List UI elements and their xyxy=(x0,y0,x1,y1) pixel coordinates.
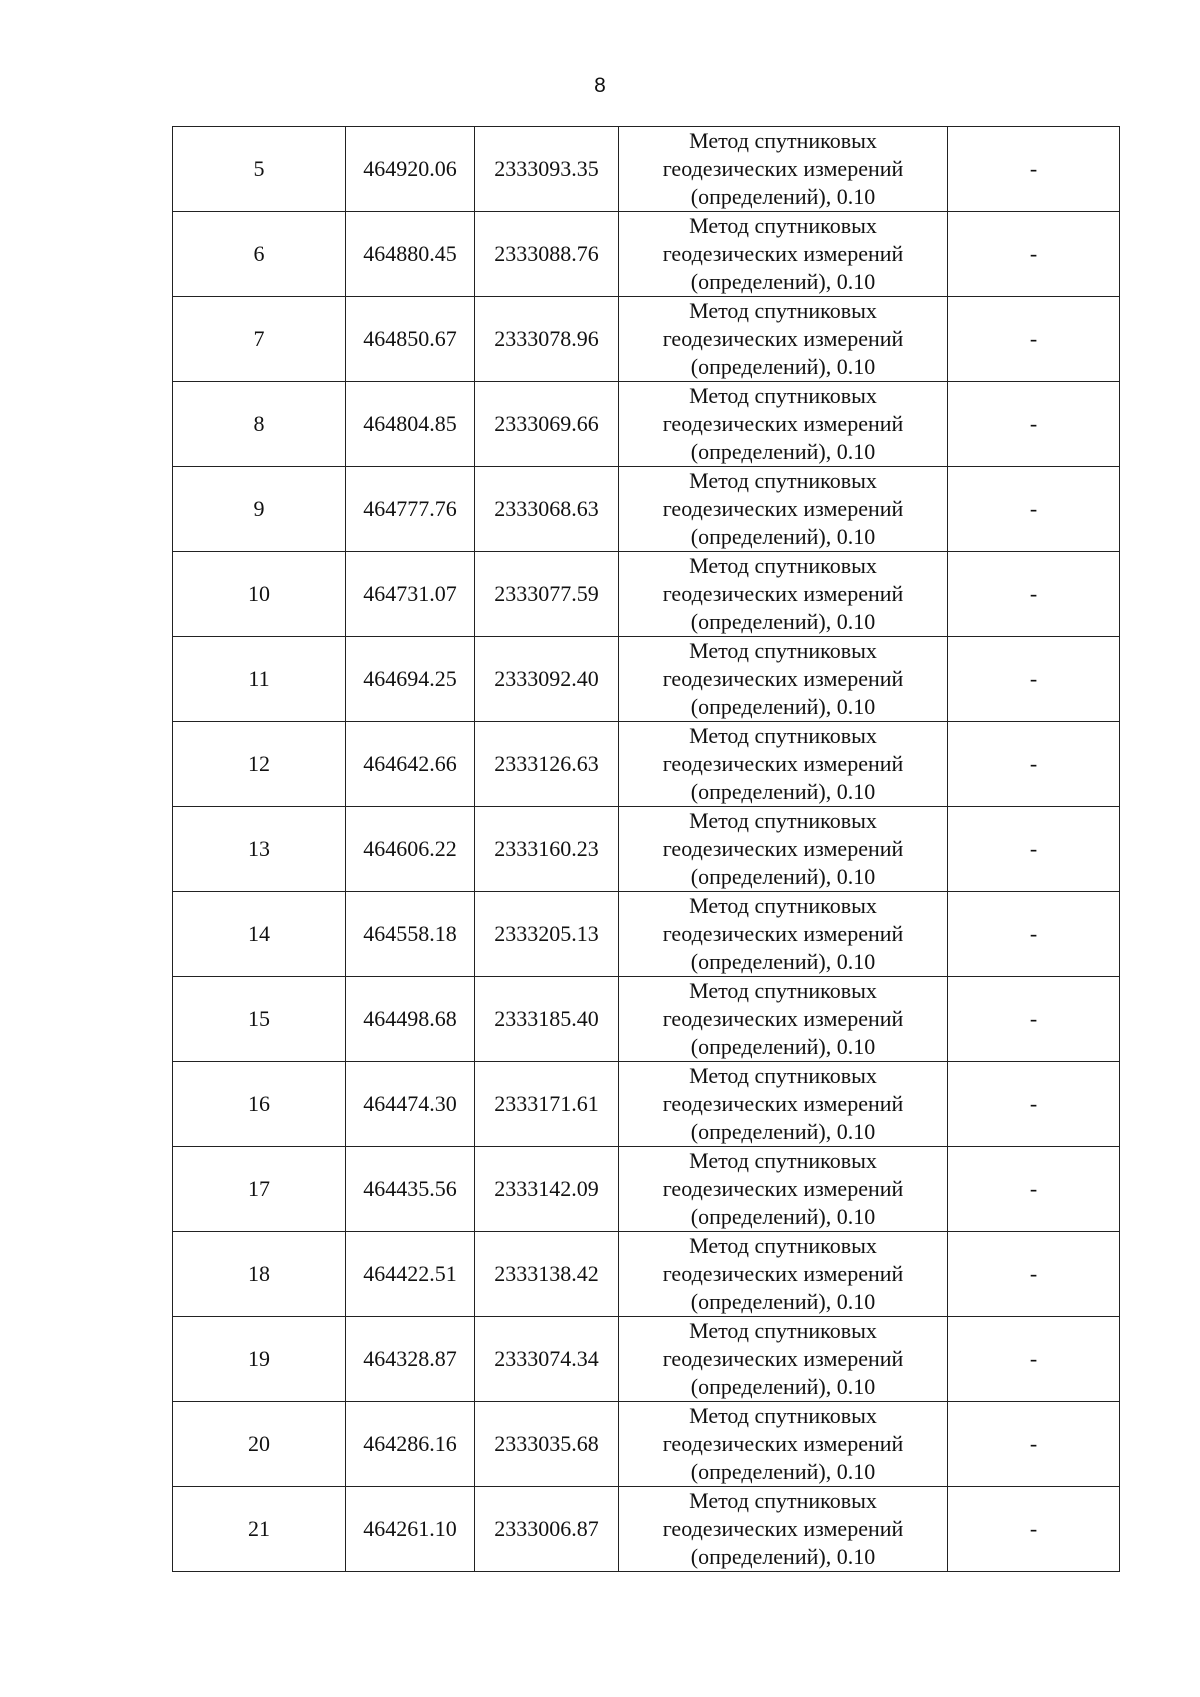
method-accuracy-cell xyxy=(619,127,948,212)
method-text-line: Метод спутниковых xyxy=(689,128,877,153)
point-description-cell: - xyxy=(948,552,1120,637)
table-row xyxy=(173,1147,1120,1232)
method-text-line: геодезических измерений xyxy=(662,1431,904,1456)
coordinates-table-body xyxy=(173,127,1120,1572)
page-number: 8 xyxy=(594,74,606,97)
point-number-cell: 13 xyxy=(173,807,346,892)
method-text-line: (определений), 0.10 xyxy=(690,694,876,719)
method-text-line: Метод спутниковых xyxy=(689,808,877,833)
point-description-cell: - xyxy=(948,212,1120,297)
table-row xyxy=(173,467,1120,552)
coordinate-x-cell: 464435.56 xyxy=(346,1147,475,1232)
table-row xyxy=(173,1402,1120,1487)
coordinate-x-cell: 464642.66 xyxy=(346,722,475,807)
method-accuracy-cell xyxy=(619,892,948,977)
method-text-line: (определений), 0.10 xyxy=(690,1459,876,1484)
table-row xyxy=(173,977,1120,1062)
method-text-line: Метод спутниковых xyxy=(689,1148,877,1173)
point-number-cell: 18 xyxy=(173,1232,346,1317)
point-number-cell: 9 xyxy=(173,467,346,552)
table-row xyxy=(173,807,1120,892)
method-text-line: геодезических измерений xyxy=(662,1091,904,1116)
point-description-cell: - xyxy=(948,722,1120,807)
coordinate-y-cell: 2333093.35 xyxy=(475,127,619,212)
method-text-line: Метод спутниковых xyxy=(689,1318,877,1343)
point-description-cell: - xyxy=(948,977,1120,1062)
coordinate-x-cell: 464328.87 xyxy=(346,1317,475,1402)
point-description-cell: - xyxy=(948,1487,1120,1572)
point-number-cell: 17 xyxy=(173,1147,346,1232)
point-number-cell: 20 xyxy=(173,1402,346,1487)
point-number-cell: 16 xyxy=(173,1062,346,1147)
point-description-cell: - xyxy=(948,1147,1120,1232)
method-text-line: Метод спутниковых xyxy=(689,978,877,1003)
method-accuracy-cell xyxy=(619,1062,948,1147)
method-text-line: Метод спутниковых xyxy=(689,383,877,408)
coordinate-y-cell: 2333138.42 xyxy=(475,1232,619,1317)
method-text-line: геодезических измерений xyxy=(662,581,904,606)
method-accuracy-cell xyxy=(619,722,948,807)
method-accuracy-cell xyxy=(619,297,948,382)
coordinate-y-cell: 2333077.59 xyxy=(475,552,619,637)
coordinate-y-cell: 2333126.63 xyxy=(475,722,619,807)
method-text-line: (определений), 0.10 xyxy=(690,1374,876,1399)
method-accuracy-cell xyxy=(619,637,948,722)
point-description-cell: - xyxy=(948,1232,1120,1317)
coordinate-y-cell: 2333006.87 xyxy=(475,1487,619,1572)
method-accuracy-cell xyxy=(619,1402,948,1487)
table-row xyxy=(173,1062,1120,1147)
method-text-line: геодезических измерений xyxy=(662,411,904,436)
table-row xyxy=(173,552,1120,637)
method-accuracy-cell xyxy=(619,552,948,637)
method-text-line: Метод спутниковых xyxy=(689,1233,877,1258)
method-accuracy-cell xyxy=(619,807,948,892)
table-row xyxy=(173,212,1120,297)
method-text-line: (определений), 0.10 xyxy=(690,779,876,804)
method-accuracy-cell xyxy=(619,1317,948,1402)
method-accuracy-cell xyxy=(619,382,948,467)
coordinate-y-cell: 2333185.40 xyxy=(475,977,619,1062)
coordinate-y-cell: 2333078.96 xyxy=(475,297,619,382)
method-text-line: геодезических измерений xyxy=(662,921,904,946)
method-text-line: Метод спутниковых xyxy=(689,213,877,238)
method-text-line: геодезических измерений xyxy=(662,1346,904,1371)
method-text-line: геодезических измерений xyxy=(662,1006,904,1031)
point-number-cell: 15 xyxy=(173,977,346,1062)
method-text-line: Метод спутниковых xyxy=(689,1403,877,1428)
coordinate-y-cell: 2333088.76 xyxy=(475,212,619,297)
method-text-line: геодезических измерений xyxy=(662,241,904,266)
coordinate-y-cell: 2333092.40 xyxy=(475,637,619,722)
table-row xyxy=(173,382,1120,467)
point-number-cell: 12 xyxy=(173,722,346,807)
coordinate-y-cell: 2333068.63 xyxy=(475,467,619,552)
coordinate-y-cell: 2333035.68 xyxy=(475,1402,619,1487)
method-text-line: (определений), 0.10 xyxy=(690,269,876,294)
method-text-line: (определений), 0.10 xyxy=(690,524,876,549)
table-row xyxy=(173,1317,1120,1402)
coordinate-x-cell: 464286.16 xyxy=(346,1402,475,1487)
method-text-line: Метод спутниковых xyxy=(689,1063,877,1088)
method-text-line: геодезических измерений xyxy=(662,1261,904,1286)
point-description-cell: - xyxy=(948,382,1120,467)
method-text-line: геодезических измерений xyxy=(662,1176,904,1201)
point-number-cell: 21 xyxy=(173,1487,346,1572)
point-description-cell: - xyxy=(948,127,1120,212)
method-text-line: Метод спутниковых xyxy=(689,553,877,578)
method-text-line: (определений), 0.10 xyxy=(690,439,876,464)
method-text-line: геодезических измерений xyxy=(662,326,904,351)
method-text-line: (определений), 0.10 xyxy=(690,1204,876,1229)
point-description-cell: - xyxy=(948,1317,1120,1402)
point-number-cell: 7 xyxy=(173,297,346,382)
method-text-line: Метод спутниковых xyxy=(689,468,877,493)
method-accuracy-cell xyxy=(619,977,948,1062)
coordinates-table xyxy=(172,126,1120,1572)
method-text-line: (определений), 0.10 xyxy=(690,1119,876,1144)
coordinate-x-cell: 464920.06 xyxy=(346,127,475,212)
point-description-cell: - xyxy=(948,297,1120,382)
coordinate-y-cell: 2333069.66 xyxy=(475,382,619,467)
method-text-line: Метод спутниковых xyxy=(689,723,877,748)
method-text-line: геодезических измерений xyxy=(662,156,904,181)
point-description-cell: - xyxy=(948,637,1120,722)
method-text-line: геодезических измерений xyxy=(662,836,904,861)
method-text-line: (определений), 0.10 xyxy=(690,184,876,209)
table-row xyxy=(173,637,1120,722)
coordinate-x-cell: 464850.67 xyxy=(346,297,475,382)
method-text-line: геодезических измерений xyxy=(662,666,904,691)
method-text-line: геодезических измерений xyxy=(662,496,904,521)
point-number-cell: 19 xyxy=(173,1317,346,1402)
point-description-cell: - xyxy=(948,1062,1120,1147)
table-row xyxy=(173,722,1120,807)
table-row xyxy=(173,1487,1120,1572)
table-row xyxy=(173,1232,1120,1317)
point-number-cell: 14 xyxy=(173,892,346,977)
point-description-cell: - xyxy=(948,807,1120,892)
method-text-line: (определений), 0.10 xyxy=(690,949,876,974)
method-accuracy-cell xyxy=(619,1147,948,1232)
coordinate-x-cell: 464606.22 xyxy=(346,807,475,892)
method-accuracy-cell xyxy=(619,1487,948,1572)
method-text-line: геодезических измерений xyxy=(662,1516,904,1541)
coordinate-y-cell: 2333142.09 xyxy=(475,1147,619,1232)
point-description-cell: - xyxy=(948,892,1120,977)
coordinate-y-cell: 2333160.23 xyxy=(475,807,619,892)
point-number-cell: 8 xyxy=(173,382,346,467)
coordinate-x-cell: 464498.68 xyxy=(346,977,475,1062)
coordinate-x-cell: 464261.10 xyxy=(346,1487,475,1572)
point-description-cell: - xyxy=(948,467,1120,552)
method-accuracy-cell xyxy=(619,1232,948,1317)
method-text-line: геодезических измерений xyxy=(662,751,904,776)
method-text-line: Метод спутниковых xyxy=(689,1488,877,1513)
coordinate-x-cell: 464777.76 xyxy=(346,467,475,552)
coordinate-x-cell: 464880.45 xyxy=(346,212,475,297)
table-row xyxy=(173,297,1120,382)
point-number-cell: 5 xyxy=(173,127,346,212)
method-text-line: (определений), 0.10 xyxy=(690,1289,876,1314)
point-description-cell: - xyxy=(948,1402,1120,1487)
coordinate-x-cell: 464694.25 xyxy=(346,637,475,722)
method-accuracy-cell xyxy=(619,212,948,297)
coordinate-y-cell: 2333205.13 xyxy=(475,892,619,977)
coordinate-x-cell: 464804.85 xyxy=(346,382,475,467)
coordinate-x-cell: 464558.18 xyxy=(346,892,475,977)
method-text-line: (определений), 0.10 xyxy=(690,609,876,634)
method-text-line: (определений), 0.10 xyxy=(690,354,876,379)
point-number-cell: 11 xyxy=(173,637,346,722)
coordinate-y-cell: 2333171.61 xyxy=(475,1062,619,1147)
method-text-line: Метод спутниковых xyxy=(689,893,877,918)
table-row xyxy=(173,892,1120,977)
coordinate-y-cell: 2333074.34 xyxy=(475,1317,619,1402)
table-row xyxy=(173,127,1120,212)
method-accuracy-cell xyxy=(619,467,948,552)
method-text-line: (определений), 0.10 xyxy=(690,864,876,889)
method-text-line: (определений), 0.10 xyxy=(690,1544,876,1569)
method-text-line: Метод спутниковых xyxy=(689,638,877,663)
point-number-cell: 6 xyxy=(173,212,346,297)
coordinate-x-cell: 464474.30 xyxy=(346,1062,475,1147)
point-number-cell: 10 xyxy=(173,552,346,637)
method-text-line: (определений), 0.10 xyxy=(690,1034,876,1059)
coordinate-x-cell: 464422.51 xyxy=(346,1232,475,1317)
coordinate-x-cell: 464731.07 xyxy=(346,552,475,637)
method-text-line: Метод спутниковых xyxy=(689,298,877,323)
